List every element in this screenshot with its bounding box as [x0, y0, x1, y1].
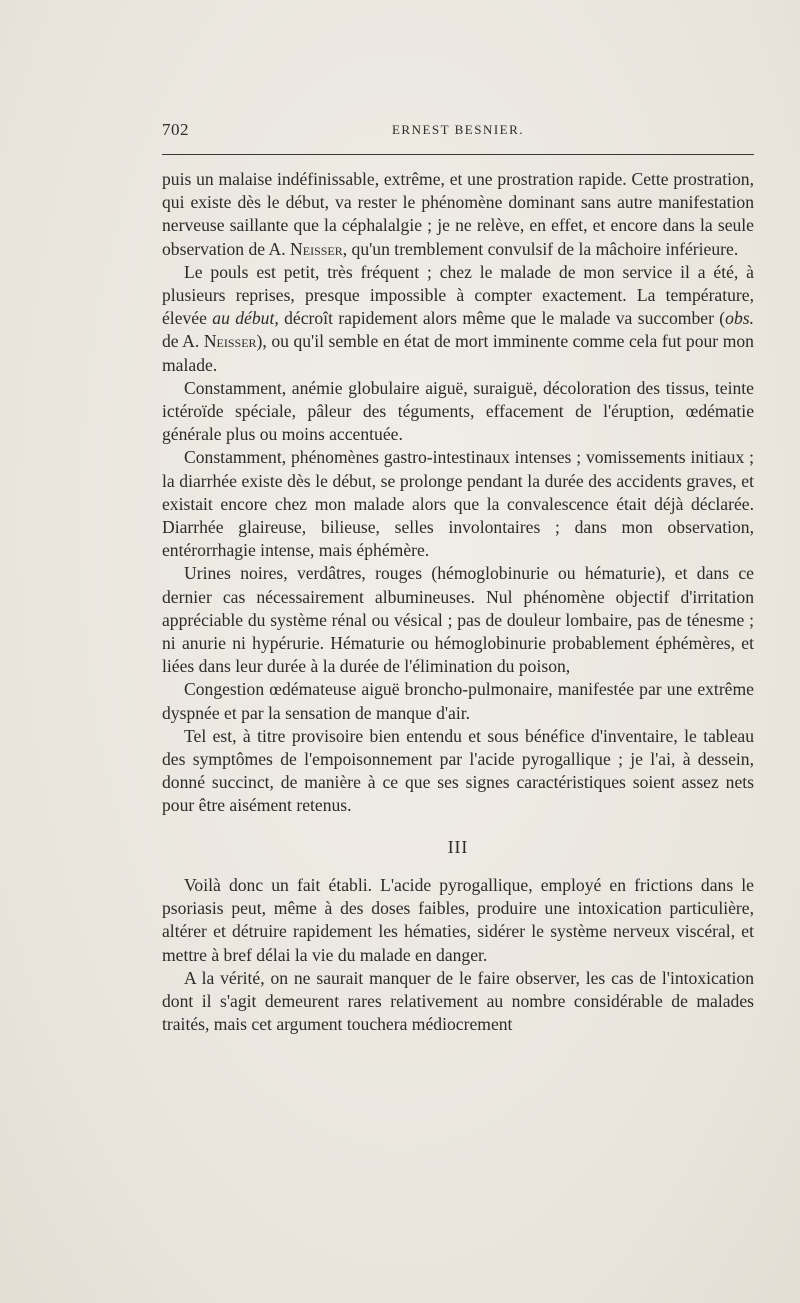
paragraph-2: Le pouls est petit, très fréquent ; chez le malade de mon service il a été, à plusieurs reprises, presque impossible à compter exactement. La température, élevée au début, décroît rapidement alors même que le malade va succomber (obs. de A. Neisser), ou qu'il semble en état de mort imminente comme cela fut pour mon malade.	[162, 261, 754, 375]
section-heading: III	[447, 836, 469, 857]
paragraph-9: A la vérité, on ne saurait manquer de le faire observer, les cas de l'intoxication dont il s'agit demeurent rares relativement au nombre considérable de malades traités, mais cet argument touchera médiocrement	[162, 967, 754, 1035]
running-head: ERNEST BESNIER.	[391, 122, 525, 137]
paragraph-1: puis un malaise indéfinissable, extrême, et une prostration rapide. Cette prostration, qui existe dès le début, va rester le phénomène dominant sans autre manifestation nerveuse saillante que la céphalalgie ; je ne relève, en effet, et encore dans la seule observation de A. Neisser, qu'un tremblement convulsif de la mâchoire inférieure.	[162, 169, 754, 259]
paragraph-4: Constamment, phénomènes gastro-intestinaux intenses ; vomissements initiaux ; la diarrhée existe dès le début, se prolonge pendant la durée des accidents graves, et existait encore chez mon malade alors que la convalescence était déjà déclarée. Diarrhée glaireuse, bilieuse, selles involontaires ; dans mon observation, entérorrhagie intense, mais éphémère.	[162, 447, 754, 561]
author-name: Neisser	[290, 238, 343, 259]
paragraph-3: Constamment, anémie globulaire aiguë, suraiguë, décoloration des tissus, teinte ictéroïde spéciale, pâleur des téguments, effacement de l'éruption, œdématie générale plus ou moins accentuée.	[162, 377, 754, 445]
paragraph-6: Congestion œdémateuse aiguë broncho-pulmonaire, manifestée par une extrême dyspnée et par la sensation de manque d'air.	[162, 679, 754, 723]
paragraph-8: Voilà donc un fait établi. L'acide pyrogallique, employé en frictions dans le psoriasis peut, même à des doses faibles, produire une intoxication particulière, altérer et détruire rapidement les hématies, sidérer le système nerveux viscéral, et mettre à bref délai la vie du malade en danger.	[162, 874, 754, 965]
paragraph-7: Tel est, à titre provisoire bien entendu et sous bénéfice d'inventaire, le tableau des symptômes de l'empoisonnement par l'acide pyrogallique ; je l'ai, à dessein, donné succinct, de manière à ce que ses signes caractéristiques soient assez nets pour être aisément retenus.	[162, 725, 754, 816]
author-name: Neisser	[203, 331, 257, 352]
header-rule	[162, 154, 754, 155]
page-header	[162, 120, 754, 144]
body-text	[162, 168, 754, 1036]
paragraph-5: Urines noires, verdâtres, rouges (hémoglobinurie ou hématurie), et dans ce dernier cas nécessairement albumineuses. Nul phénomène objectif d'irritation appréciable du système rénal ou vésical ; pas de douleur lombaire, pas de ténesme ; ni anurie ni hypérurie. Hématurie ou hémoglobinurie probablement éphémères, et liées dans leur durée à la durée de l'élimination du poison,	[162, 563, 754, 677]
page-number: 702	[162, 120, 189, 139]
